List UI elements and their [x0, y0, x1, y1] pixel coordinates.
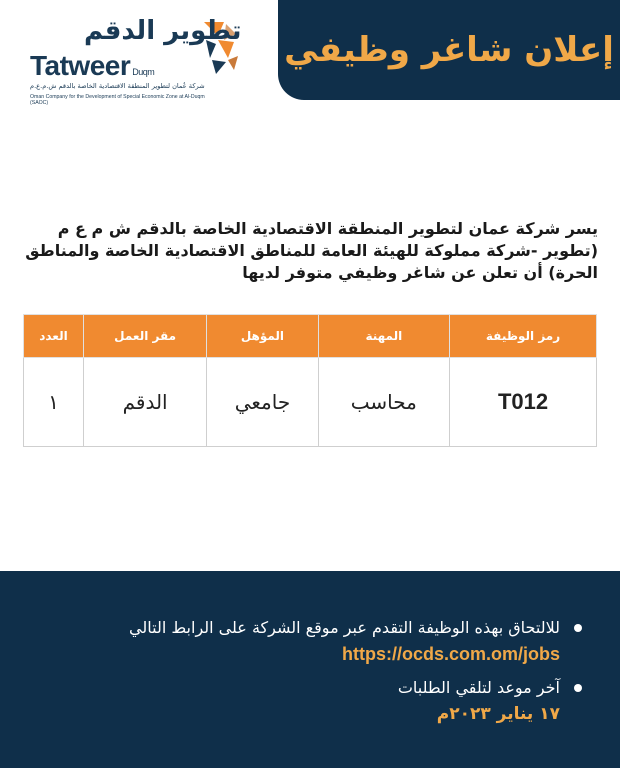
header-count: العدد	[24, 315, 84, 358]
bullet-icon	[574, 684, 582, 692]
vacancy-table	[23, 314, 597, 447]
cell-qualification: جامعي	[207, 358, 318, 447]
header-work-location: مقر العمل	[83, 315, 206, 358]
tatweer-logo	[30, 14, 260, 104]
logo-arabic-name: تطوير الدقم	[84, 16, 242, 46]
header-profession: المهنة	[318, 315, 449, 358]
page-title: إعلان شاغر وظيفي	[284, 30, 614, 70]
cell-count: ١	[24, 358, 84, 447]
logo-english-name: Tatweer Duqm	[30, 50, 155, 81]
table-row	[24, 358, 597, 447]
jobs-link[interactable]: https://ocds.com.om/jobs	[341, 644, 560, 664]
deadline-label: آخر موعد لتلقي الطلبات	[397, 678, 560, 697]
intro-paragraph: يسر شركة عمان لتطوير المنطقة الاقتصادية الخاصة بالدقم ش م ع م (تطوير -شركة مملوكة للهيئة العامة للمناطق الاقتصادية الخاصة والمناطق الحرة) أن تعلن عن شاغر وظيفي متوفر لديها	[25, 219, 598, 282]
footer-list	[26, 615, 586, 735]
cell-profession: محاسب	[318, 358, 449, 447]
logo-company-arabic: شركة عُمان لتطوير المنطقة الاقتصادية الخاصة بالدقم ش.م.ع.م	[30, 82, 205, 90]
bullet-icon	[574, 624, 582, 632]
cell-work-location: الدقم	[83, 358, 206, 447]
list-item	[26, 675, 586, 727]
list-item	[26, 615, 586, 667]
deadline-date: ١٧ يناير ٢٠٢٣م	[436, 704, 560, 724]
cell-job-code: T012	[450, 358, 597, 447]
apply-text: للالتحاق بهذه الوظيفة التقدم عبر موقع الشركة على الرابط التالي	[129, 618, 560, 637]
table-header-row	[24, 315, 597, 358]
footer	[0, 571, 620, 768]
header-job-code: رمز الوظيفة	[450, 315, 597, 358]
header-banner	[278, 0, 620, 100]
header-qualification: المؤهل	[207, 315, 318, 358]
logo-company-english: Oman Company for the Development of Special Economic Zone at Al-Duqm (SAOC)	[30, 94, 205, 106]
